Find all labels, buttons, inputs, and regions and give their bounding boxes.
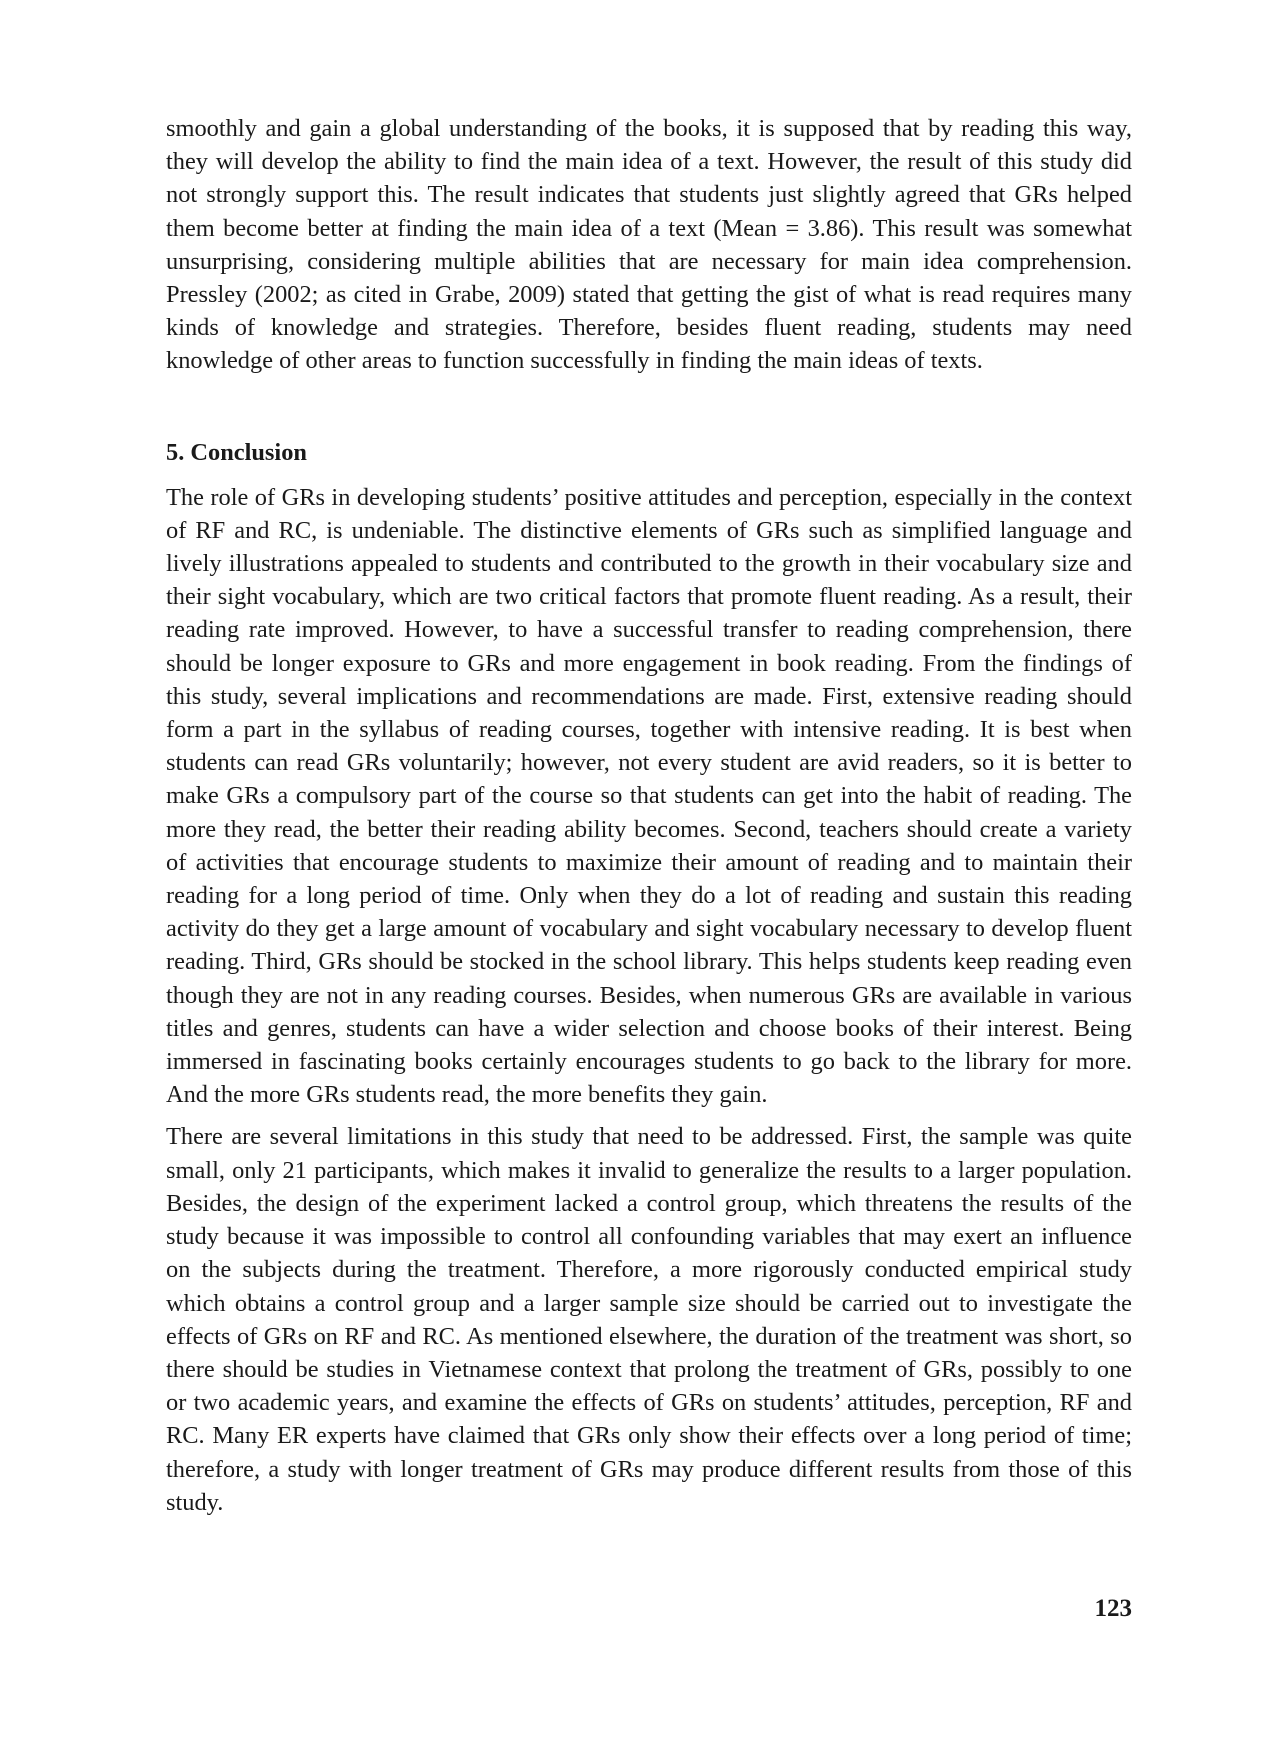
page-body bbox=[166, 112, 1132, 1519]
page-number: 123 bbox=[1094, 1595, 1132, 1622]
paragraph-conclusion: The role of GRs in developing students’ positive attitudes and perception, especially in the context of RF and RC, is undeniable. The distinctive elements of GRs such as simplified language and lively illustrations appealed to students and contributed to the growth in their vocabulary size and their sight vocabulary, which are two critical factors that promote fluent reading. As a result, their reading rate improved. However, to have a successful transfer to reading comprehension, there should be longer exposure to GRs and more engagement in book reading. From the findings of this study, several implications and recommendations are made. First, extensive reading should form a part in the syllabus of reading courses, together with intensive reading. It is best when students can read GRs voluntarily; however, not every student are avid readers, so it is better to make GRs a compulsory part of the course so that students can get into the habit of reading. The more they read, the better their reading ability becomes. Second, teachers should create a variety of activities that encourage students to maximize their amount of reading and to maintain their reading for a long period of time. Only when they do a lot of reading and sustain this reading activity do they get a large amount of vocabulary and sight vocabulary necessary to develop fluent reading. Third, GRs should be stocked in the school library. This helps students keep reading even though they are not in any reading courses. Besides, when numerous GRs are available in various titles and genres, students can have a wider selection and choose books of their interest. Being immersed in fascinating books certainly encourages students to go back to the library for more. And the more GRs students read, the more benefits they gain. bbox=[166, 483, 1132, 1109]
paragraph-continued: smoothly and gain a global understanding of the books, it is supposed that by reading this way, they will develop the ability to find the main idea of a text. However, the result of this study did not strongly support this. The result indicates that students just slightly agreed that GRs helped them become better at finding the main idea of a text (Mean = 3.86). This result was somewhat unsurprising, considering multiple abilities that are necessary for main idea comprehension. Pressley (2002; as cited in Grabe, 2009) stated that getting the gist of what is read requires many kinds of knowledge and strategies. Therefore, besides fluent reading, students may need knowledge of other areas to function successfully in finding the main ideas of texts. bbox=[166, 115, 1132, 375]
paragraph-limitations: There are several limitations in this study that need to be addressed. First, the sample was quite small, only 21 participants, which makes it invalid to generalize the results to a larger population. Besides, the design of the experiment lacked a control group, which threatens the results of the study because it was impossible to control all confounding variables that may exert an influence on the subjects during the treatment. Therefore, a more rigorously conducted empirical study which obtains a control group and a larger sample size should be carried out to investigate the effects of GRs on RF and RC. As mentioned elsewhere, the duration of the treatment was short, so there should be studies in Vietnamese context that prolong the treatment of GRs, possibly to one or two academic years, and examine the effects of GRs on students’ attitudes, perception, RF and RC. Many ER experts have claimed that GRs only show their effects over a long period of time; therefore, a study with longer treatment of GRs may produce different results from those of this study. bbox=[166, 1123, 1132, 1516]
section-heading-conclusion: 5. Conclusion bbox=[166, 438, 307, 466]
